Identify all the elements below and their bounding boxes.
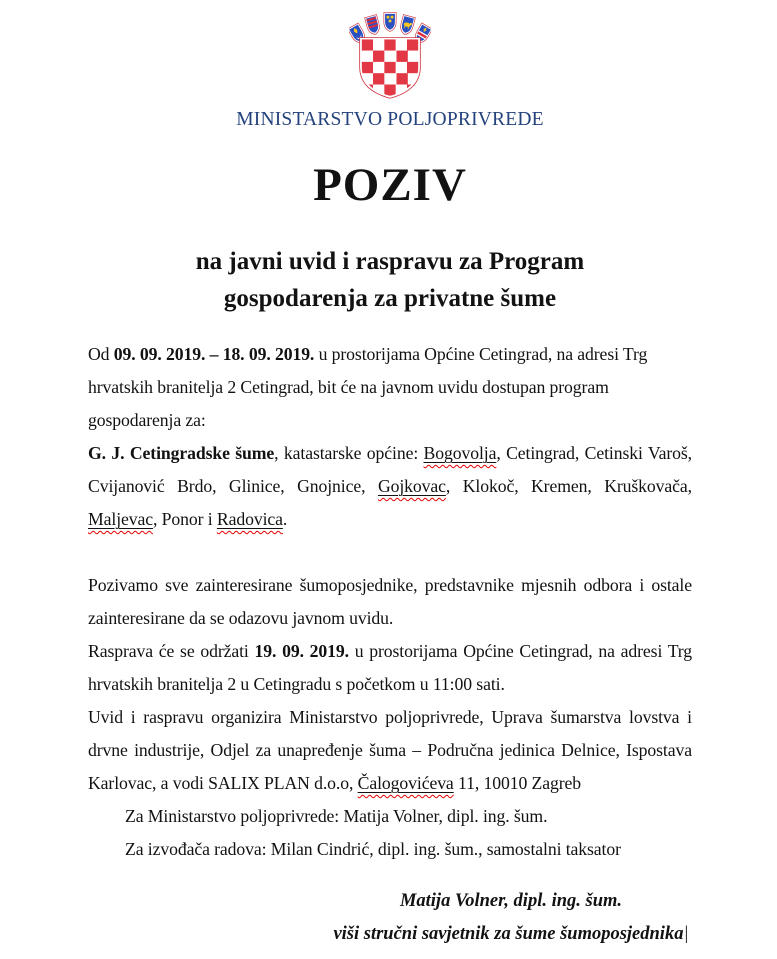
spellcheck-underline: Bogovolja [423,443,497,463]
cadastral-name-radovica [217,509,283,529]
spellcheck-underline: Maljevac [88,509,154,529]
cadastral-name-gojkovac [378,476,446,496]
croatian-coat-of-arms-icon [349,8,431,100]
document-body [88,338,692,866]
signature-role-line [330,918,692,951]
text-run: u prostorijama Općine Cetingrad, na adresi Trg hrvatskih branitelja 2 u Cetingradu s početkom u 11:00 sati. [88,641,692,694]
text-run: , Ponor i [153,509,217,529]
coat-of-arms-container [88,8,692,100]
text-run: Od [88,344,114,364]
line-ministry-representative: Za Ministarstvo poljoprivrede: Matija Volner, dipl. ing. šum. [125,806,548,826]
text-cursor: | [683,924,689,944]
text-run: , Cetingrad, Cetinski Varoš, Cvijanović Brdo, Glinice, Gnojnice, [88,443,692,496]
text-run: , katastarske općine: [274,443,424,463]
cadastral-name-maljevac [88,509,153,529]
paragraph-management-unit [88,437,692,536]
document-title: POZIV [313,159,467,211]
document-subtitle [88,243,692,317]
line-contractor-representative: Za izvođača radova: Milan Cindrić, dipl. ing. šum., samostalni taksator [125,839,621,859]
text-run: u prostorijama Općine Cetingrad, na adresi Trg hrvatskih branitelja 2 Cetingrad, bit će na javnom uvidu dostupan program gospodarenja za: [88,344,648,430]
signature-name: Matija Volner, dipl. ing. šum. [399,891,623,911]
text-run: 11, 10010 Zagreb [453,773,582,793]
paragraph-invitation: Pozivamo sve zainteresirane šumoposjednike, predstavnike mjesnih odbora i ostale zainteresirane da se odazovu javnom uvidu. [88,575,692,628]
cadastral-name-bogovolja [424,443,497,463]
signature-role: viši stručni savjetnik za šume šumoposjednika [333,924,684,944]
text-run: , Klokoč, Kremen, Kruškovača, [445,476,692,496]
paragraph-public-review-period [88,338,692,437]
street-name-calogoviceva [358,773,454,793]
hearing-date-bold: 19. 09. 2019. [254,641,349,661]
spellcheck-underline: Gojkovac [377,476,446,496]
signature-block [330,885,692,951]
text-run: Uvid i raspravu organizira Ministarstvo poljoprivrede, Uprava šumarstva lovstva i drvne industrije, Odjel za unapređenje šuma – Područna jedinica Delnice, Ispostava Karlovac, a vodi SALIX PLAN d.o.o, [88,707,692,793]
spellcheck-underline: Čalogovićeva [357,773,454,793]
ministry-name: MINISTARSTVO POLJOPRIVREDE [236,109,544,130]
text-run: . [282,509,288,529]
paragraph-hearing-date [88,635,692,701]
management-unit-name: G. J. Cetingradske šume [88,443,275,463]
subtitle-line-2: gospodarenja za privatne šume [223,285,557,312]
spellcheck-underline: Radovica [216,509,283,529]
subtitle-line-1: na javni uvid i raspravu za Program [195,248,585,275]
checkerboard-shield [360,38,421,99]
text-run: Rasprava će se održati [88,641,255,661]
date-range-bold: 09. 09. 2019. – 18. 09. 2019. [113,344,315,364]
paragraph-organizer [88,701,692,800]
